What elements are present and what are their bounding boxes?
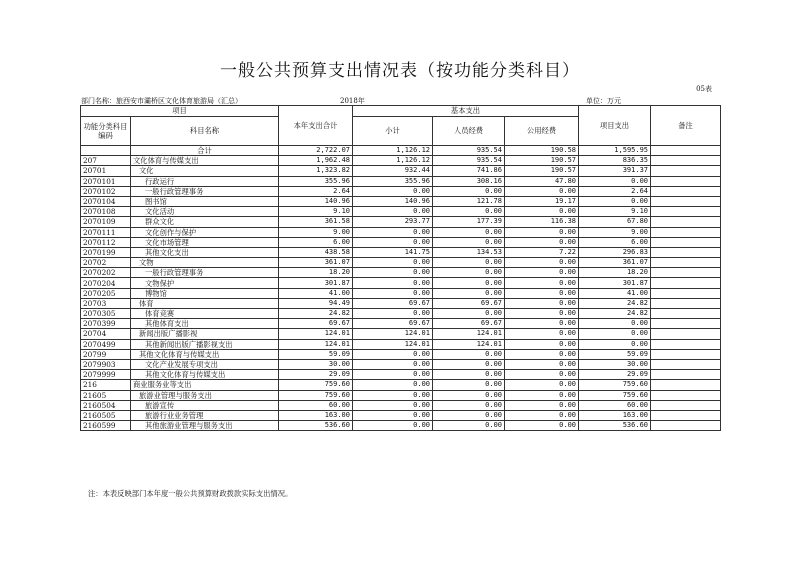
total-cell: 69.67 — [279, 319, 353, 329]
name-cell: 一般行政管理事务 — [131, 186, 279, 196]
code-cell: 2070104 — [81, 196, 131, 206]
personnel-cell: 0.00 — [433, 421, 505, 431]
table-row — [81, 268, 721, 278]
code-cell: 2070102 — [81, 186, 131, 196]
name-cell: 文化产业发展专项支出 — [131, 359, 279, 369]
name-cell: 其他新闻出版广播影视支出 — [131, 339, 279, 349]
table-row — [81, 298, 721, 308]
name-cell: 旅游宣传 — [131, 400, 279, 410]
code-cell: 2070111 — [81, 227, 131, 237]
subtotal-cell: 0.00 — [353, 421, 433, 431]
code-cell: 2070199 — [81, 247, 131, 257]
project-cell: 759.60 — [579, 380, 651, 390]
total-cell: 24.82 — [279, 309, 353, 319]
remark-cell — [651, 349, 721, 359]
subtotal-cell: 0.00 — [353, 349, 433, 359]
total-cell: 301.87 — [279, 278, 353, 288]
header-subtotal: 小计 — [353, 117, 433, 146]
name-cell: 旅游业管理与服务支出 — [131, 390, 279, 400]
remark-cell — [651, 298, 721, 308]
name-cell: 行政运行 — [131, 176, 279, 186]
remark-cell — [651, 146, 721, 156]
table-row — [81, 319, 721, 329]
personnel-cell: 741.86 — [433, 166, 505, 176]
table-body — [81, 146, 721, 431]
total-cell: 59.09 — [279, 349, 353, 359]
remark-cell — [651, 207, 721, 217]
total-cell: 759.60 — [279, 380, 353, 390]
personnel-cell: 0.00 — [433, 288, 505, 298]
remark-cell — [651, 359, 721, 369]
personnel-cell: 0.00 — [433, 258, 505, 268]
public-cell: 0.00 — [505, 319, 579, 329]
code-cell: 2070112 — [81, 237, 131, 247]
table-row — [81, 196, 721, 206]
table-row — [81, 349, 721, 359]
subtotal-cell: 0.00 — [353, 278, 433, 288]
personnel-cell: 0.00 — [433, 309, 505, 319]
subtotal-cell: 1,126.12 — [353, 156, 433, 166]
total-cell: 163.00 — [279, 410, 353, 420]
total-cell: 30.00 — [279, 359, 353, 369]
subtotal-cell: 69.67 — [353, 298, 433, 308]
public-cell: 0.00 — [505, 380, 579, 390]
project-cell: 0.00 — [579, 196, 651, 206]
project-cell: 59.09 — [579, 349, 651, 359]
code-cell: 20702 — [81, 258, 131, 268]
code-cell: 2070202 — [81, 268, 131, 278]
name-cell: 其他文化体育与传媒支出 — [131, 349, 279, 359]
subtotal-cell: 0.00 — [353, 410, 433, 420]
subtotal-cell: 355.96 — [353, 176, 433, 186]
remark-cell — [651, 196, 721, 206]
table-row — [81, 258, 721, 268]
subtotal-cell: 141.75 — [353, 247, 433, 257]
name-cell: 文化创作与保护 — [131, 227, 279, 237]
total-cell: 9.10 — [279, 207, 353, 217]
table-row — [81, 309, 721, 319]
personnel-cell: 124.01 — [433, 329, 505, 339]
code-cell: 2160599 — [81, 421, 131, 431]
total-cell: 6.00 — [279, 237, 353, 247]
table-row — [81, 421, 721, 431]
total-cell: 438.58 — [279, 247, 353, 257]
public-cell: 116.38 — [505, 217, 579, 227]
personnel-cell: 935.54 — [433, 156, 505, 166]
total-cell: 60.00 — [279, 400, 353, 410]
project-cell: 836.35 — [579, 156, 651, 166]
page-title: 一般公共预算支出情况表（按功能分类科目） — [220, 61, 580, 81]
subtotal-cell: 124.01 — [353, 339, 433, 349]
project-cell: 0.00 — [579, 176, 651, 186]
public-cell: 190.57 — [505, 156, 579, 166]
project-cell: 0.00 — [579, 339, 651, 349]
remark-cell — [651, 186, 721, 196]
total-cell: 1,962.48 — [279, 156, 353, 166]
header-name: 科目名称 — [131, 117, 279, 146]
code-cell: 2070108 — [81, 207, 131, 217]
name-cell: 群众文化 — [131, 217, 279, 227]
name-cell: 其他体育支出 — [131, 319, 279, 329]
total-cell: 29.09 — [279, 370, 353, 380]
public-cell: 0.00 — [505, 309, 579, 319]
table-row — [81, 227, 721, 237]
project-cell: 60.00 — [579, 400, 651, 410]
personnel-cell: 0.00 — [433, 237, 505, 247]
public-cell: 7.22 — [505, 247, 579, 257]
project-cell: 24.82 — [579, 298, 651, 308]
table-row — [81, 329, 721, 339]
code-cell: 20703 — [81, 298, 131, 308]
public-cell: 0.00 — [505, 258, 579, 268]
personnel-cell: 0.00 — [433, 186, 505, 196]
name-cell: 文化活动 — [131, 207, 279, 217]
subtotal-cell: 0.00 — [353, 288, 433, 298]
personnel-cell: 121.78 — [433, 196, 505, 206]
project-cell: 163.00 — [579, 410, 651, 420]
total-cell: 94.49 — [279, 298, 353, 308]
subtotal-cell: 293.77 — [353, 217, 433, 227]
public-cell: 0.00 — [505, 359, 579, 369]
personnel-cell: 0.00 — [433, 400, 505, 410]
total-cell: 140.96 — [279, 196, 353, 206]
name-cell: 合计 — [131, 146, 279, 156]
code-cell: 2160505 — [81, 410, 131, 420]
name-cell: 文化体育与传媒支出 — [131, 156, 279, 166]
personnel-cell: 177.39 — [433, 217, 505, 227]
table-row — [81, 247, 721, 257]
total-cell: 9.00 — [279, 227, 353, 237]
subtotal-cell: 0.00 — [353, 390, 433, 400]
table-row — [81, 176, 721, 186]
project-cell: 0.00 — [579, 319, 651, 329]
code-cell: 2070204 — [81, 278, 131, 288]
table-row — [81, 237, 721, 247]
public-cell: 0.00 — [505, 227, 579, 237]
public-cell: 0.00 — [505, 329, 579, 339]
header-item: 项目 — [81, 106, 279, 117]
personnel-cell: 0.00 — [433, 359, 505, 369]
remark-cell — [651, 380, 721, 390]
personnel-cell: 0.00 — [433, 380, 505, 390]
public-cell: 47.80 — [505, 176, 579, 186]
public-cell: 0.00 — [505, 421, 579, 431]
project-cell: 759.60 — [579, 390, 651, 400]
total-cell: 18.20 — [279, 268, 353, 278]
project-cell: 24.82 — [579, 309, 651, 319]
code-cell: 21605 — [81, 390, 131, 400]
public-cell: 19.17 — [505, 196, 579, 206]
public-cell: 0.00 — [505, 186, 579, 196]
subtotal-cell: 0.00 — [353, 207, 433, 217]
budget-table — [80, 105, 721, 431]
table-row — [81, 146, 721, 156]
name-cell: 体育 — [131, 298, 279, 308]
project-cell: 9.10 — [579, 207, 651, 217]
remark-cell — [651, 268, 721, 278]
remark-cell — [651, 309, 721, 319]
personnel-cell: 0.00 — [433, 278, 505, 288]
code-cell: 2070101 — [81, 176, 131, 186]
public-cell: 0.00 — [505, 298, 579, 308]
remark-cell — [651, 258, 721, 268]
name-cell: 体育竞赛 — [131, 309, 279, 319]
personnel-cell: 124.01 — [433, 339, 505, 349]
personnel-cell: 0.00 — [433, 349, 505, 359]
subtotal-cell: 0.00 — [353, 237, 433, 247]
project-cell: 30.00 — [579, 359, 651, 369]
code-cell: 2070399 — [81, 319, 131, 329]
table-row — [81, 156, 721, 166]
project-cell: 6.00 — [579, 237, 651, 247]
remark-cell — [651, 288, 721, 298]
currency-unit: 单位：万元 — [586, 97, 621, 105]
subtotal-cell: 0.00 — [353, 227, 433, 237]
code-cell: 20799 — [81, 349, 131, 359]
total-cell: 536.60 — [279, 421, 353, 431]
subtotal-cell: 0.00 — [353, 258, 433, 268]
public-cell: 0.00 — [505, 339, 579, 349]
code-cell: 2079903 — [81, 359, 131, 369]
table-row — [81, 186, 721, 196]
public-cell: 0.00 — [505, 349, 579, 359]
remark-cell — [651, 176, 721, 186]
public-cell: 190.57 — [505, 166, 579, 176]
remark-cell — [651, 410, 721, 420]
code-cell: 2079999 — [81, 370, 131, 380]
code-cell: 2070205 — [81, 288, 131, 298]
public-cell: 0.00 — [505, 400, 579, 410]
personnel-cell: 0.00 — [433, 268, 505, 278]
table-row — [81, 410, 721, 420]
project-cell: 2.64 — [579, 186, 651, 196]
budget-year: 2018年 — [340, 97, 365, 105]
total-cell: 124.01 — [279, 329, 353, 339]
subtotal-cell: 0.00 — [353, 268, 433, 278]
remark-cell — [651, 319, 721, 329]
total-cell: 361.58 — [279, 217, 353, 227]
personnel-cell: 0.00 — [433, 207, 505, 217]
project-cell: 0.00 — [579, 329, 651, 339]
total-cell: 2.64 — [279, 186, 353, 196]
code-cell: 216 — [81, 380, 131, 390]
project-cell: 536.60 — [579, 421, 651, 431]
footnote: 注：本表反映部门本年度一般公共预算财政拨款实际支出情况。 — [88, 489, 293, 498]
name-cell: 文化 — [131, 166, 279, 176]
personnel-cell: 69.67 — [433, 298, 505, 308]
header-basic: 基本支出 — [353, 106, 579, 117]
total-cell: 41.00 — [279, 288, 353, 298]
project-cell: 391.37 — [579, 166, 651, 176]
table-row — [81, 339, 721, 349]
subtotal-cell: 0.00 — [353, 400, 433, 410]
header-total: 本年支出合计 — [279, 106, 353, 146]
code-cell — [81, 146, 131, 156]
public-cell: 0.00 — [505, 278, 579, 288]
remark-cell — [651, 339, 721, 349]
header-personnel: 人员经费 — [433, 117, 505, 146]
name-cell: 一般行政管理事务 — [131, 268, 279, 278]
total-cell: 1,323.82 — [279, 166, 353, 176]
subtotal-cell: 0.00 — [353, 309, 433, 319]
public-cell: 0.00 — [505, 237, 579, 247]
subtotal-cell: 0.00 — [353, 380, 433, 390]
personnel-cell: 308.16 — [433, 176, 505, 186]
table-row — [81, 359, 721, 369]
public-cell: 0.00 — [505, 268, 579, 278]
subtotal-cell: 0.00 — [353, 370, 433, 380]
remark-cell — [651, 217, 721, 227]
subtotal-cell: 1,126.12 — [353, 146, 433, 156]
total-cell: 355.96 — [279, 176, 353, 186]
subtotal-cell: 140.96 — [353, 196, 433, 206]
total-cell: 361.07 — [279, 258, 353, 268]
name-cell: 旅游行业业务管理 — [131, 410, 279, 420]
public-cell: 0.00 — [505, 410, 579, 420]
subtotal-cell: 69.67 — [353, 319, 433, 329]
remark-cell — [651, 421, 721, 431]
total-cell: 759.60 — [279, 390, 353, 400]
subtotal-cell: 124.01 — [353, 329, 433, 339]
public-cell: 0.00 — [505, 288, 579, 298]
table-row — [81, 288, 721, 298]
code-cell: 207 — [81, 156, 131, 166]
remark-cell — [651, 400, 721, 410]
name-cell: 其他文化体育与传媒支出 — [131, 370, 279, 380]
remark-cell — [651, 237, 721, 247]
public-cell: 0.00 — [505, 207, 579, 217]
remark-cell — [651, 166, 721, 176]
personnel-cell: 0.00 — [433, 410, 505, 420]
remark-cell — [651, 278, 721, 288]
table-row — [81, 217, 721, 227]
table-row — [81, 278, 721, 288]
remark-cell — [651, 227, 721, 237]
project-cell: 301.87 — [579, 278, 651, 288]
project-cell: 9.00 — [579, 227, 651, 237]
personnel-cell: 0.00 — [433, 390, 505, 400]
code-cell: 20701 — [81, 166, 131, 176]
public-cell: 0.00 — [505, 390, 579, 400]
personnel-cell: 134.53 — [433, 247, 505, 257]
project-cell: 361.07 — [579, 258, 651, 268]
personnel-cell: 69.67 — [433, 319, 505, 329]
total-cell: 2,722.07 — [279, 146, 353, 156]
personnel-cell: 935.54 — [433, 146, 505, 156]
table-row — [81, 400, 721, 410]
header-public: 公用经费 — [505, 117, 579, 146]
code-cell: 2160504 — [81, 400, 131, 410]
code-cell: 2070499 — [81, 339, 131, 349]
project-cell: 67.80 — [579, 217, 651, 227]
name-cell: 文物保护 — [131, 278, 279, 288]
name-cell: 商业服务业等支出 — [131, 380, 279, 390]
total-cell: 124.01 — [279, 339, 353, 349]
remark-cell — [651, 370, 721, 380]
public-cell: 190.58 — [505, 146, 579, 156]
name-cell: 博物馆 — [131, 288, 279, 298]
table-row — [81, 207, 721, 217]
project-cell: 41.00 — [579, 288, 651, 298]
name-cell: 图书馆 — [131, 196, 279, 206]
header-code: 功能分类科目编码 — [81, 117, 131, 146]
code-cell: 2070305 — [81, 309, 131, 319]
name-cell: 其他文化支出 — [131, 247, 279, 257]
personnel-cell: 0.00 — [433, 370, 505, 380]
name-cell: 其他旅游业管理与服务支出 — [131, 421, 279, 431]
personnel-cell: 0.00 — [433, 227, 505, 237]
table-row — [81, 390, 721, 400]
header-project: 项目支出 — [579, 106, 651, 146]
remark-cell — [651, 156, 721, 166]
form-number: 05表 — [696, 85, 712, 93]
project-cell: 29.09 — [579, 370, 651, 380]
department-name: 部门名称：旅西安市灞桥区文化体育旅游局（汇总） — [81, 97, 242, 105]
remark-cell — [651, 247, 721, 257]
project-cell: 1,595.95 — [579, 146, 651, 156]
header-remark: 备注 — [651, 106, 721, 146]
table-row — [81, 370, 721, 380]
name-cell: 文物 — [131, 258, 279, 268]
remark-cell — [651, 390, 721, 400]
subtotal-cell: 0.00 — [353, 186, 433, 196]
table-row — [81, 166, 721, 176]
code-cell: 20704 — [81, 329, 131, 339]
project-cell: 296.83 — [579, 247, 651, 257]
remark-cell — [651, 329, 721, 339]
project-cell: 18.20 — [579, 268, 651, 278]
subtotal-cell: 0.00 — [353, 359, 433, 369]
table-row — [81, 380, 721, 390]
public-cell: 0.00 — [505, 370, 579, 380]
subtotal-cell: 932.44 — [353, 166, 433, 176]
code-cell: 2070109 — [81, 217, 131, 227]
name-cell: 新闻出版广播影视 — [131, 329, 279, 339]
name-cell: 文化市场管理 — [131, 237, 279, 247]
